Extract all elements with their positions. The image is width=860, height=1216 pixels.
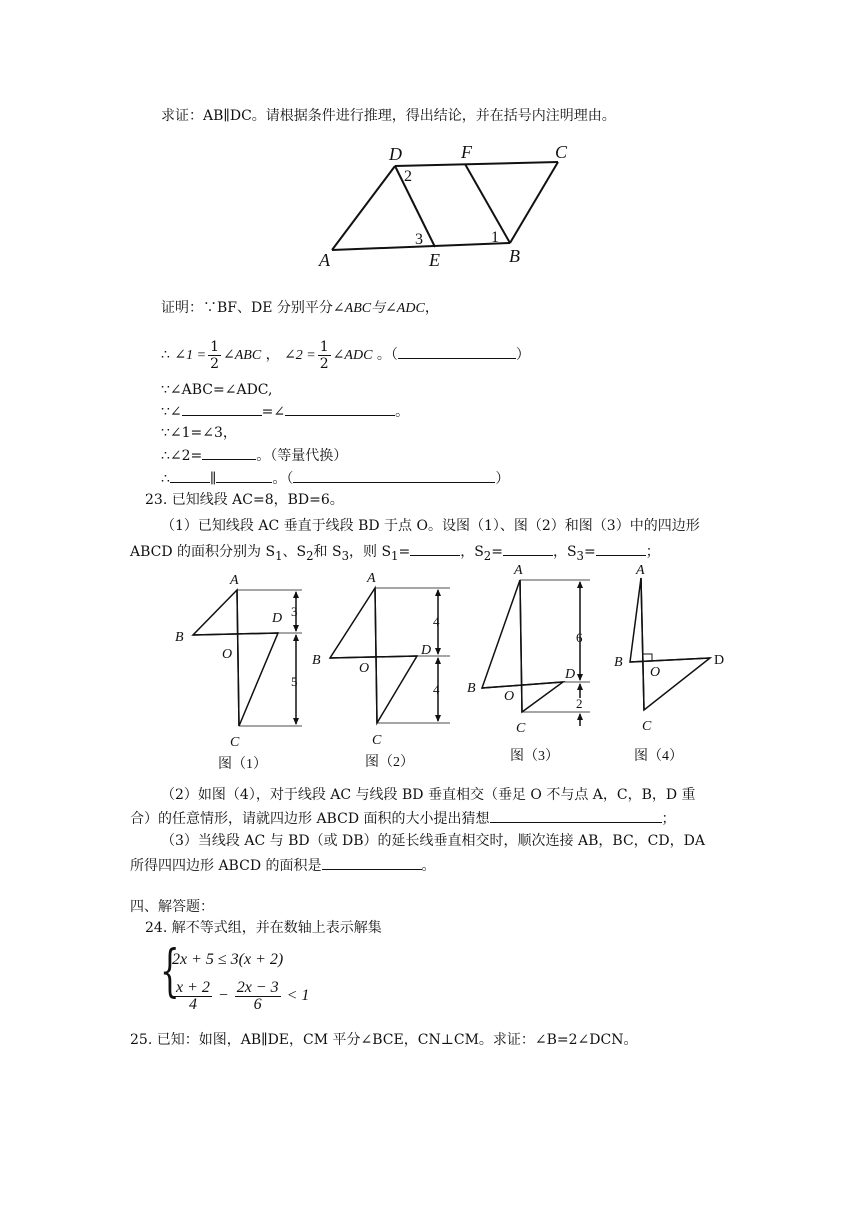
svg-text:C: C xyxy=(230,735,240,750)
svg-text:A: A xyxy=(230,573,239,588)
q25-title: 25. 已知：如图，AB∥DE，CM 平分∠BCE，CN⊥CM。求证：∠B=2∠DCN。 xyxy=(130,1032,638,1048)
svg-text:2: 2 xyxy=(576,696,583,711)
caption-fig2: 图（2） xyxy=(365,755,414,770)
label-B: B xyxy=(509,246,520,266)
label-F: F xyxy=(461,142,472,162)
angle-label-3: 3 xyxy=(415,231,423,248)
proof-intro: 证明：∵BF、DE 分别平分∠ABC与∠ADC， xyxy=(161,300,439,316)
proof-parallel: ∴ ∥ 。（ ） xyxy=(161,468,509,489)
svg-text:D: D xyxy=(272,611,283,626)
q23-title: 23. 已知线段 AC=8，BD=6。 xyxy=(145,492,344,508)
figure-1 xyxy=(168,568,318,778)
proof-equal-angles: ∵∠ABC=∠ADC, xyxy=(161,382,273,398)
svg-text:C: C xyxy=(642,719,652,734)
reason-blank-1[interactable] xyxy=(398,344,516,359)
svg-text:D: D xyxy=(421,643,432,658)
svg-text:A: A xyxy=(514,563,523,578)
svg-text:5: 5 xyxy=(291,674,298,689)
svg-text:3: 3 xyxy=(291,604,298,619)
svg-text:C: C xyxy=(372,733,382,748)
q23-part1-line2: ABCD 的面积分别为 $S_1$、$S_2$和 $S_3$，则 $S_1=$ ，$S_2=$ ，$S_3=$ ； xyxy=(130,541,660,566)
figure-4 xyxy=(608,560,738,770)
proof-2eq: ∴∠2= 。（等量代换） xyxy=(161,445,347,466)
svg-text:4: 4 xyxy=(433,614,440,629)
angle-label-2: 2 xyxy=(404,168,412,185)
svg-text:O: O xyxy=(504,689,515,704)
angle-blank-1[interactable] xyxy=(182,401,262,416)
section-four-heading: 四、解答题： xyxy=(130,899,214,915)
svg-text:O: O xyxy=(222,647,233,662)
svg-text:6: 6 xyxy=(576,630,583,645)
svg-text:B: B xyxy=(614,655,623,670)
svg-text:O: O xyxy=(650,665,661,680)
s2-blank[interactable] xyxy=(503,541,553,556)
label-D: D xyxy=(389,144,402,164)
svg-text:B: B xyxy=(312,653,321,668)
q23-part2-line2: 合）的任意情形，请就四边形 ABCD 面积的大小提出猜想 ； xyxy=(130,808,676,829)
svg-text:O: O xyxy=(359,661,370,676)
q24-title: 24. 解不等式组，并在数轴上表示解集 xyxy=(145,920,382,936)
fraction-half: $\frac{1}{2}$ xyxy=(319,338,329,372)
svg-text:C: C xyxy=(516,721,526,736)
svg-text:4: 4 xyxy=(433,682,440,697)
fraction-half: $\frac{1}{2}$ xyxy=(210,338,219,372)
svg-text:A: A xyxy=(367,571,376,586)
proof-half-angles: ∴ ∠1 = $\frac{1}{2}$ ∠ABC ， ∠2 = $\frac{1}{2}$ ∠ADC 。（ ） xyxy=(161,338,530,372)
figure-2 xyxy=(305,568,465,778)
s1-blank[interactable] xyxy=(410,541,460,556)
s3-blank[interactable] xyxy=(596,541,646,556)
guess-blank[interactable] xyxy=(490,808,662,823)
angle2-blank[interactable] xyxy=(202,445,256,460)
q23-part3-line1: （3）当线段 AC 与 BD（或 DB）的延长线垂直相交时，顺次连接 AB，BC，CD，DA xyxy=(161,833,705,849)
q23-part2-line1: （2）如图（4），对于线段 AC 与线段 BD 垂直相交（垂足 O 不与点 A，C，B，D 重 xyxy=(161,787,696,803)
q22-prove-line: 求证：AB∥DC。请根据条件进行推理，得出结论，并在括号内注明理由。 xyxy=(161,108,616,124)
proof-blank-angles: ∵∠ =∠ 。 xyxy=(161,401,409,422)
svg-text:D: D xyxy=(565,667,576,682)
caption-fig1: 图（1） xyxy=(218,757,267,772)
parallel-blank-1[interactable] xyxy=(170,468,210,483)
svg-text:A: A xyxy=(636,563,645,578)
q23-part3-line2: 所得四四边形 ABCD 的面积是 。 xyxy=(130,855,436,876)
q23-part1-line1: （1）已知线段 AC 垂直于线段 BD 于点 O。设图（1）、图（2）和图（3）中的四边形 xyxy=(161,518,700,534)
svg-text:B: B xyxy=(467,681,476,696)
proof-1eq3: ∵∠1=∠3， xyxy=(161,425,237,441)
angle-blank-2[interactable] xyxy=(285,401,395,416)
svg-text:D: D xyxy=(714,653,725,668)
caption-fig3: 图（3） xyxy=(510,749,559,764)
system-brace: { xyxy=(160,939,180,1004)
parallel-reason-blank[interactable] xyxy=(293,468,495,483)
figure-3 xyxy=(462,560,612,770)
label-C: C xyxy=(555,142,568,162)
inequality-1: 2x + 5 ≤ 3(x + 2) xyxy=(172,951,284,968)
label-E: E xyxy=(429,250,440,270)
label-A: A xyxy=(319,250,330,270)
caption-fig4: 图（4） xyxy=(634,749,683,764)
angle-label-1: 1 xyxy=(491,229,499,246)
inequality-2: $\frac{x + 2}{4}$ − $\frac{2x - 3}{6}$ < 1 xyxy=(176,978,310,1013)
svg-text:B: B xyxy=(175,630,184,645)
area-blank[interactable] xyxy=(322,855,422,870)
parallelogram-figure xyxy=(315,138,585,273)
parallel-blank-2[interactable] xyxy=(216,468,272,483)
